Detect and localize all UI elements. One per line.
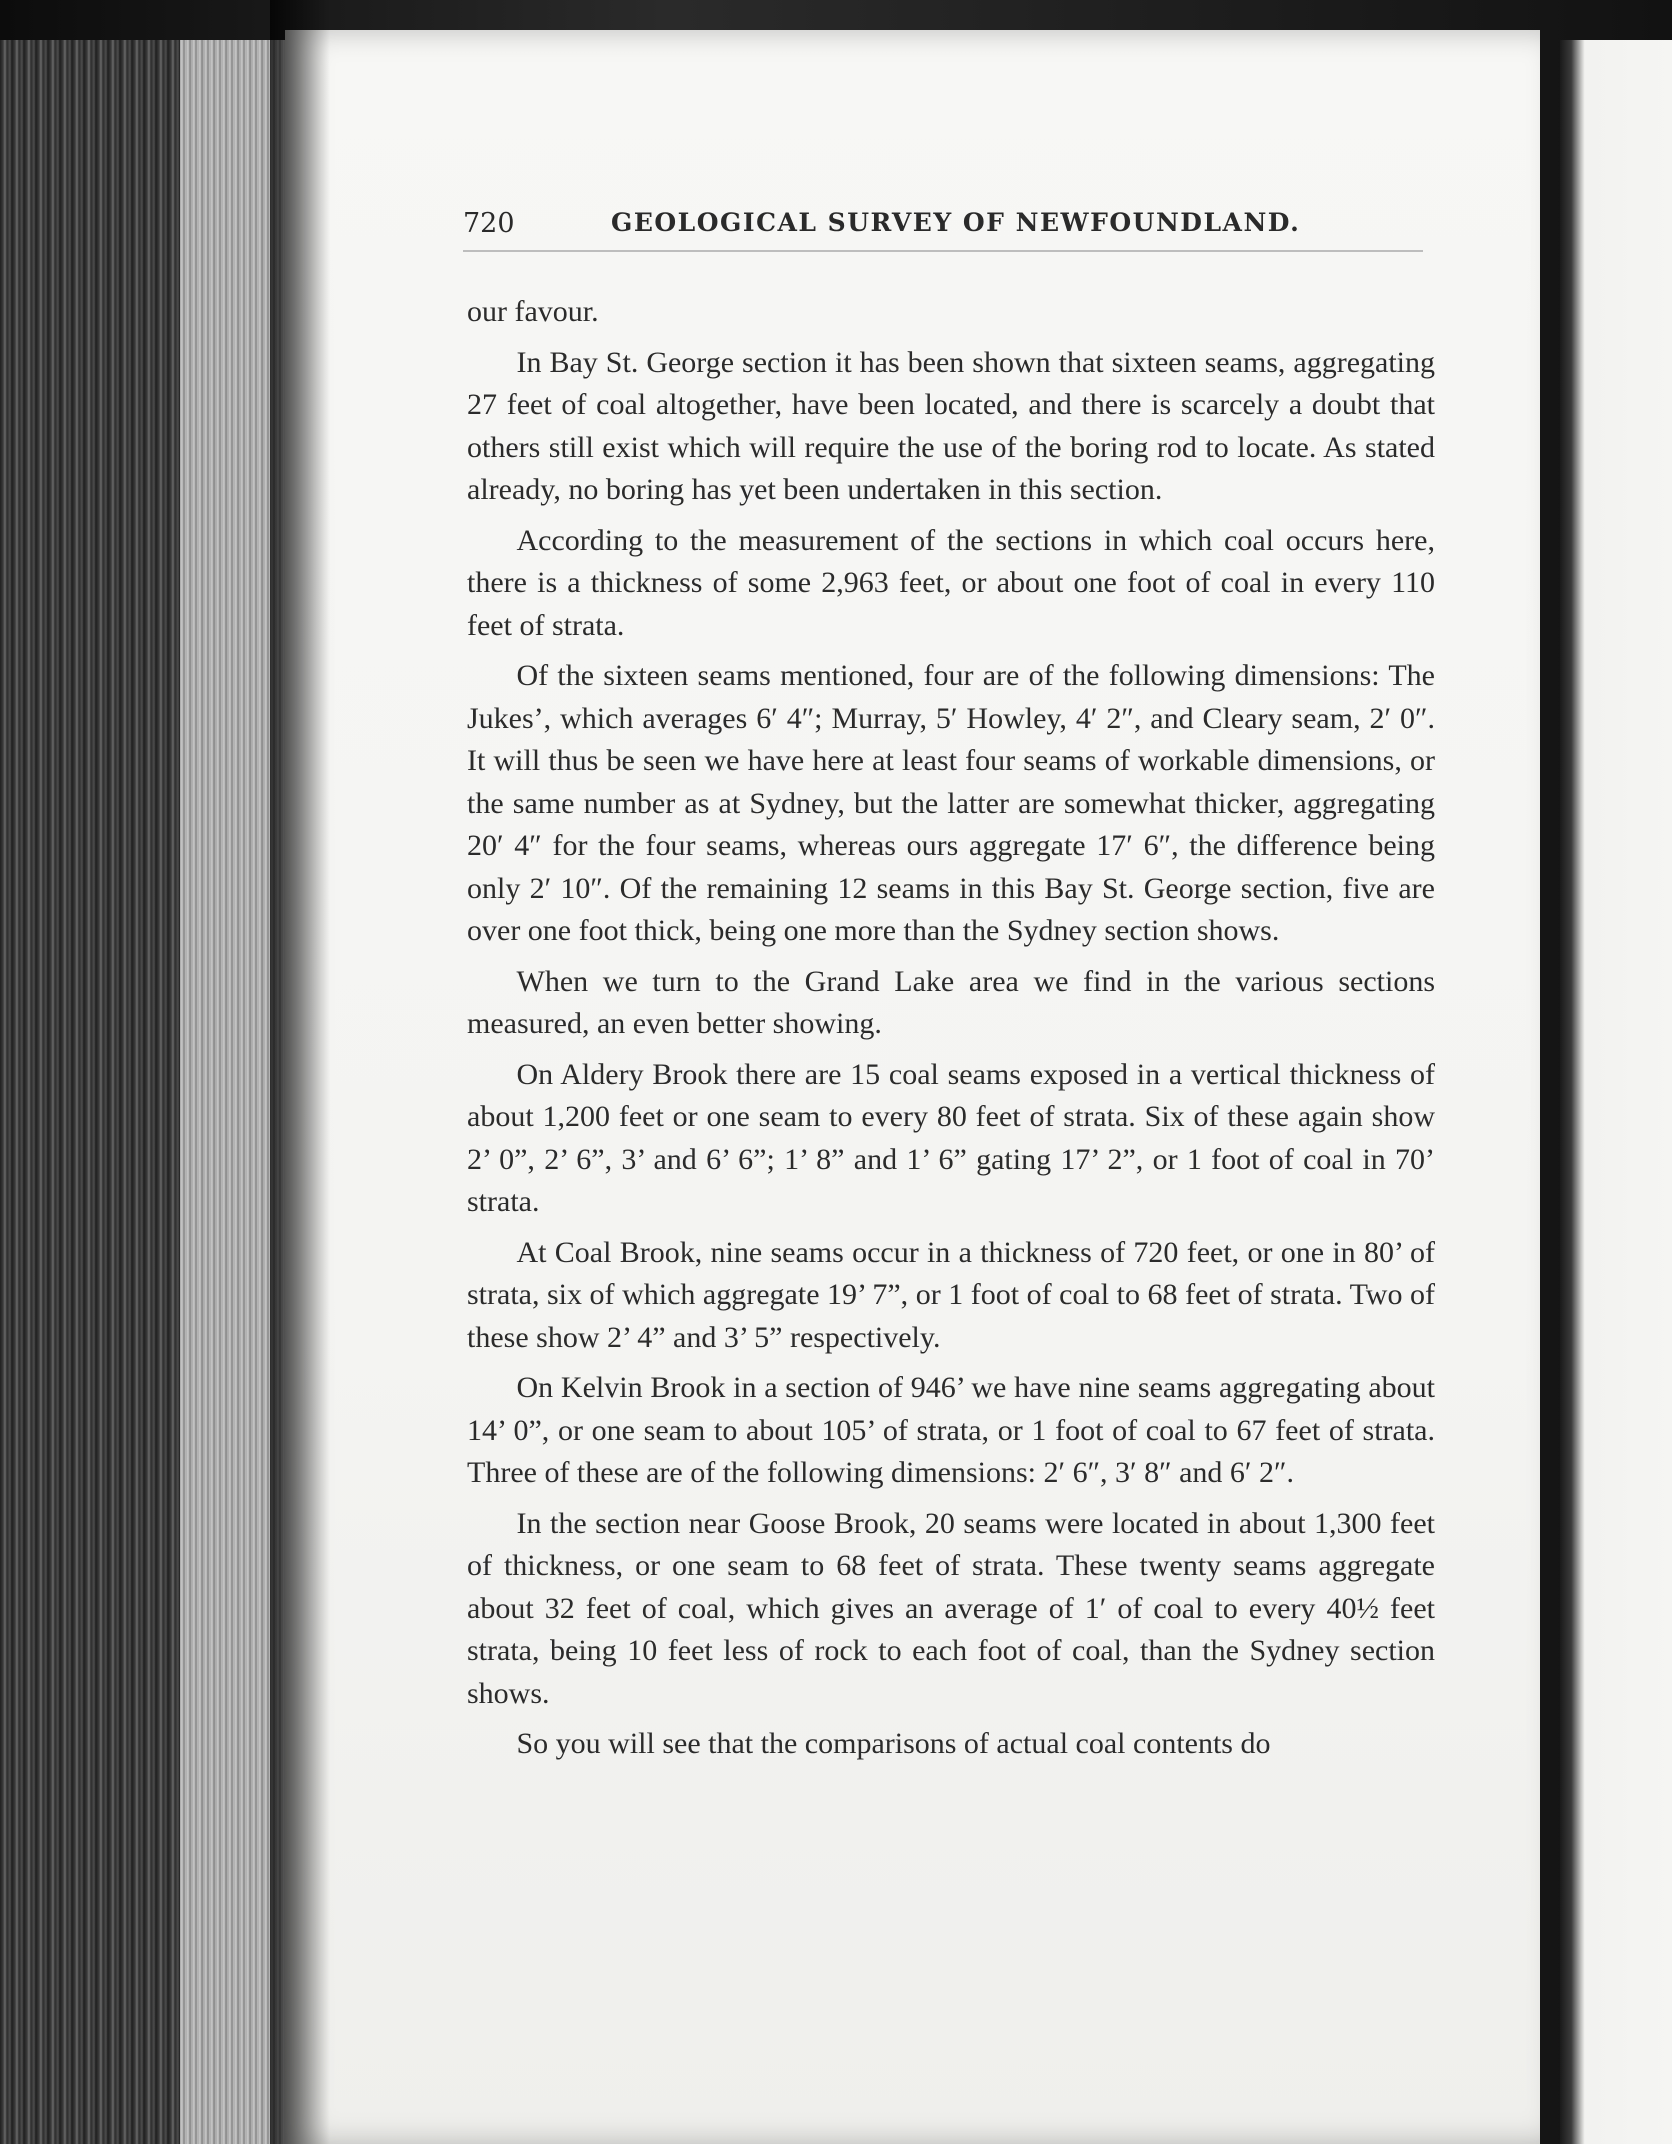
paragraph-measurement: According to the measurement of the sections in which coal occurs here, there is a thickness of some 2,963 feet, or about one foot of coal in every 110 feet of strata. [467,523,1435,642]
paragraph-comparisons: So you will see that the comparisons of actual coal contents do [516,1727,1271,1760]
paragraph-grand-lake: When we turn to the Grand Lake area we find in the various sections measured, an even better showing. [467,964,1435,1040]
running-title: GEOLOGICAL SURVEY OF NEWFOUNDLAND. [611,208,1301,237]
paragraph-bay-st-george: In Bay St. George section it has been shown that sixteen seams, aggregating 27 feet of coal altogether, have been located, and there is scarcely a doubt that others still exist which will require the use of the boring rod to locate. As stated already, no boring has yet been undertaken in this section. [467,345,1435,506]
facing-page-edge [1560,40,1672,2144]
header-rule [463,250,1423,252]
paragraph-goose-brook: In the section near Goose Brook, 20 seams were located in about 1,300 feet of thickness, or one seam to 68 feet of strata. These twenty seams aggregate about 32 feet of coal, which gives an average of 1′ of coal to every 40½ feet strata, being 10 feet less of rock to each foot of coal, than the Sydney section shows. [467,1506,1435,1710]
paragraph-aldery-brook: On Aldery Brook there are 15 coal seams exposed in a vertical thickness of about 1,200 feet or one seam to every 80 feet of strata. Six of these again show 2’ 0”, 2’ 6”, 3’ and 6’ 6”; 1’ 8” and 1’ 6” gating 17’ 2”, or 1 foot of coal in 70’ strata. [467,1057,1435,1218]
paragraph-sixteen-seams: Of the sixteen seams mentioned, four are of the following dimensions: The Jukes’, which averages 6′ 4″; Murray, 5′ Howley, 4′ 2″, and Cleary seam, 2′ 0″. It will thus be seen we have here at least four seams of workable dimensions, or the same number as at Sydney, but the latter are somewhat thicker, aggregating 20′ 4″ for the four seams, whereas ours aggregate 17′ 6″, the difference being only 2′ 10″. Of the remaining 12 seams in this Bay St. George section, five are over one foot thick, being one more than the Sydney section shows. [467,659,1435,947]
body-text [467,291,1435,1774]
page-number: 720 [463,208,515,239]
book-page-edges [0,40,290,2144]
paragraph-coal-brook: At Coal Brook, nine seams occur in a thickness of 720 feet, or one in 80’ of strata, six of which aggregate 19’ 7”, or 1 foot of coal to 68 feet of strata. Two of these show 2’ 4” and 3’ 5” respectively. [467,1235,1435,1354]
paragraph-kelvin-brook: On Kelvin Brook in a section of 946’ we have nine seams aggregating about 14’ 0”, or one seam to about 105’ of strata, or 1 foot of coal to 67 feet of strata. Three of these are of the following dimensions: 2′ 6″, 3′ 8″ and 6′ 2″. [467,1371,1435,1489]
paragraph-continued: our favour. [467,295,599,328]
gutter-shadow [270,0,330,2144]
